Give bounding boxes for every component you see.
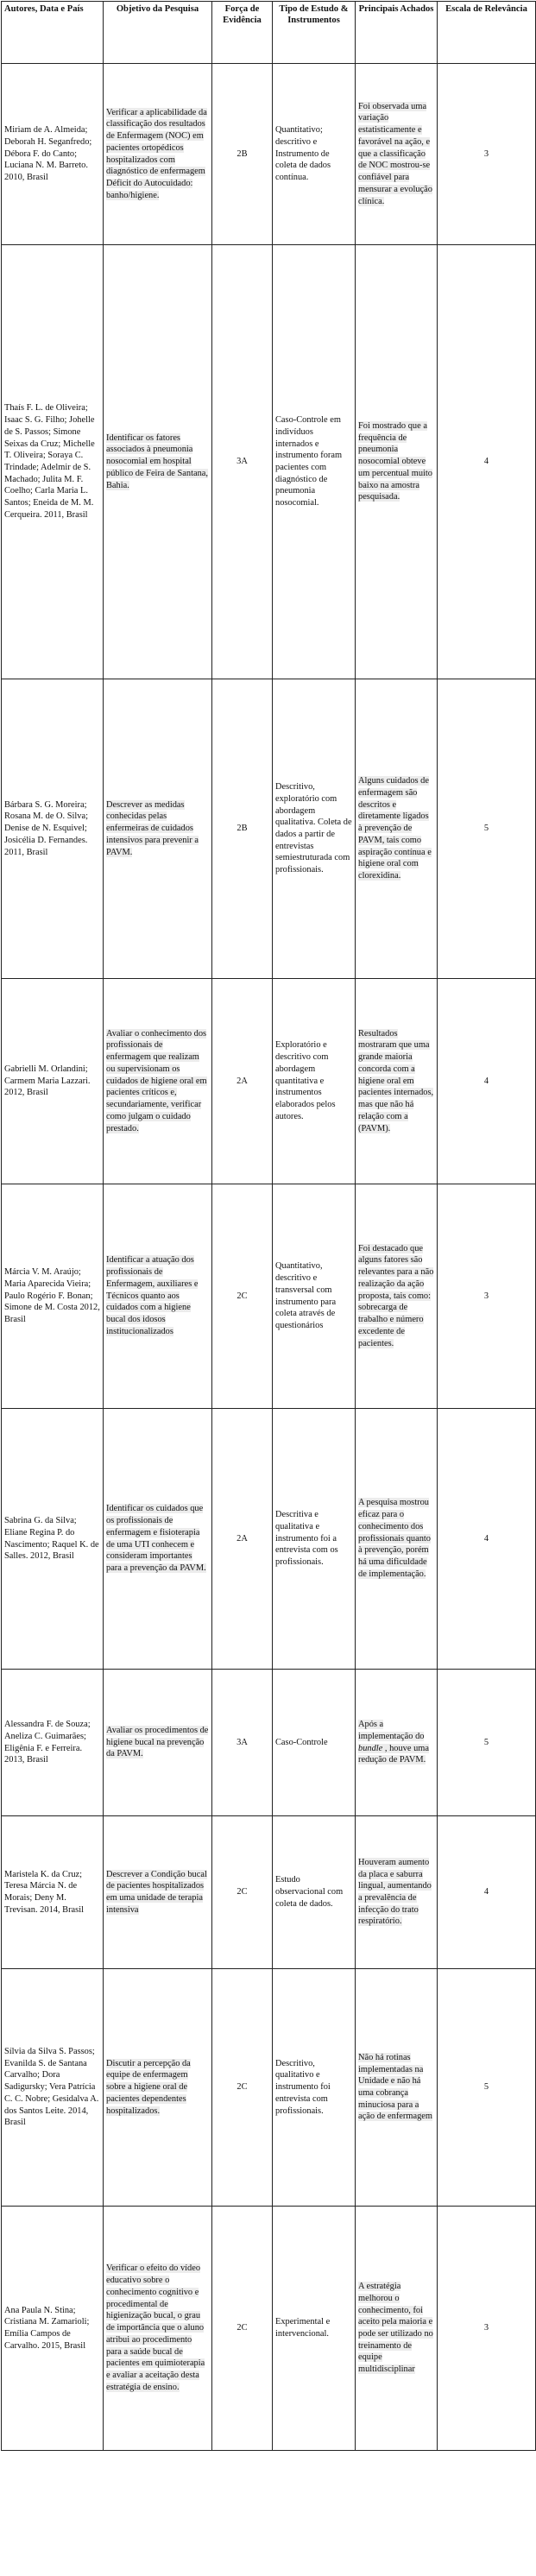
cell-escala: 4 [438,245,536,679]
cell-objetivo [104,1816,212,1969]
cell-forca: 2A [212,979,273,1184]
cell-tipo: Quantitativo, descritivo e transversal com instrumento para coleta através de questionários [273,1184,356,1409]
evidence-table [1,1,536,2451]
cell-tipo: Caso-Controle [273,1670,356,1816]
cell-autores: Gabrielli M. Orlandini; Carmem Maria Lazzari. 2012, Brasil [2,979,104,1184]
cell-escala: 5 [438,1670,536,1816]
cell-achados [356,1969,438,2207]
achados-pre: Após a implementação do [358,1720,425,1741]
cell-achados [356,1409,438,1670]
cell-achados [356,1670,438,1816]
cell-forca: 2C [212,1969,273,2207]
cell-autores: Alessandra F. de Souza; Aneliza C. Guimarães; Eligênia F. e Ferreira. 2013, Brasil [2,1670,104,1816]
cell-escala: 5 [438,679,536,979]
cell-objetivo [104,1969,212,2207]
objetivo-text: Avaliar o conhecimento dos profissionais de enfermagem que realizam ou supervisionam os cuidados de higiene oral em pacientes críticos e, secundariamente, verificar como julgam o cuidado prestado. [106,1028,207,1133]
cell-escala: 5 [438,1969,536,2207]
table-row [2,979,536,1184]
cell-escala: 3 [438,1184,536,1409]
header-tipo: Tipo de Estudo & Instrumentos [273,2,356,64]
achados-text: Foi mostrado que a frequência de pneumonia nosocomial obteve um percentual muito baixo na amostra pesquisada. [358,420,432,502]
cell-objetivo [104,1670,212,1816]
table-row [2,1184,536,1409]
header-objetivo: Objetivo da Pesquisa [104,2,212,64]
cell-objetivo [104,245,212,679]
cell-forca: 3A [212,245,273,679]
cell-escala: 4 [438,979,536,1184]
table-row [2,1816,536,1969]
cell-forca: 2C [212,1816,273,1969]
objetivo-text: Descrever as medidas conhecidas pelas enfermeiras de cuidados intensivos para prevenir a PAVM. [106,799,199,857]
cell-autores: Márcia V. M. Araújo; Maria Aparecida Vieira; Paulo Rogério F. Bonan; Simone de M. Costa 2012, Brasil [2,1184,104,1409]
objetivo-text: Identificar os cuidados que os profissionais de enfermagem e fisioterapia de uma UTI conhecem e consideram importantes para a prevenção da PAVM. [106,1504,206,1573]
header-forca: Força de Evidência [212,2,273,64]
cell-forca: 2C [212,2207,273,2451]
cell-objetivo [104,64,212,245]
cell-objetivo [104,1184,212,1409]
objetivo-text: Identificar os fatores associados à pneumonia nosocomial em hospital público de Feira de Santana, Bahia. [106,432,209,490]
cell-forca: 3A [212,1670,273,1816]
objetivo-text: Verificar a aplicabilidade da classificação dos resultados de Enfermagem (NOC) em pacientes ortopédicos hospitalizados com diagnóstico de enfermagem Déficit do Autocuidado: banho/higiene. [106,107,207,200]
header-escala: Escala de Relevância [438,2,536,64]
achados-text: Resultados mostraram que uma grande maioria concorda com a higiene oral em pacientes internados, mas que não há relação com a (PAVM). [358,1028,434,1133]
table-row [2,679,536,979]
achados-text: Foi observada uma variação estatisticamente e favorável na ação, e que a classificação de NOC mostrou-se confiável para mensurar a evolução clínica. [358,101,432,206]
cell-achados [356,2207,438,2451]
cell-achados [356,64,438,245]
cell-achados [356,1816,438,1969]
achados-text: Alguns cuidados de enfermagem são descritos e diretamente ligados à prevenção de PAVM, tais como aspiração contínua e higiene oral com clorexidina. [358,776,432,881]
cell-achados [356,679,438,979]
cell-tipo: Descritivo, exploratório com abordagem qualitativa. Coleta de dados a partir de entrevistas semiestruturada com profissionais. [273,679,356,979]
cell-tipo: Descritiva e qualitativa e instrumento foi a entrevista com os profissionais. [273,1409,356,1670]
cell-forca: 2C [212,1184,273,1409]
cell-tipo: Exploratório e descritivo com abordagem quantitativa e instrumentos elaborados pelos autores. [273,979,356,1184]
achados-text: Foi destacado que alguns fatores são relevantes para a não realização da ação proposta, tais como: sobrecarga de trabalho e número excedente de pacientes. [358,1243,434,1348]
cell-autores: Ana Paula N. Stina; Cristiana M. Zamarioli; Emília Campos de Carvalho. 2015, Brasil [2,2207,104,2451]
cell-autores: Sabrina G. da Silva; Eliane Regina P. do Nascimento; Raquel K. de Salles. 2012, Brasil [2,1409,104,1670]
achados-text [358,1720,429,1765]
objetivo-text: Verificar o efeito do vídeo educativo sobre o conhecimento cognitivo e procedimental de higienização bucal, o grau de importância que o aluno atribui ao procedimento para a saúde bucal de pacientes em quimioterapia e avaliar a aceitação desta estratégia de ensino. [106,2263,205,2392]
achados-text: A estratégia melhorou o conhecimento, foi aceito pela maioria e pode ser utilizado no treinamento de equipe multidisciplinar [358,2282,433,2375]
cell-autores: Maristela K. da Cruz; Teresa Márcia N. de Morais; Deny M. Trevisan. 2014, Brasil [2,1816,104,1969]
cell-objetivo [104,2207,212,2451]
table-row [2,245,536,679]
cell-tipo: Estudo observacional com coleta de dados. [273,1816,356,1969]
achados-text: A pesquisa mostrou eficaz para o conhecimento dos profissionais quanto à prevenção, porém há uma dificuldade de implementação. [358,1498,431,1579]
cell-achados [356,245,438,679]
cell-escala: 4 [438,1409,536,1670]
cell-tipo: Caso-Controle em indivíduos internados e instrumento foram pacientes com diagnóstico de pneumonia nosocomial. [273,245,356,679]
cell-forca: 2B [212,64,273,245]
cell-objetivo [104,679,212,979]
table-row [2,1670,536,1816]
table-row [2,64,536,245]
objetivo-text: Descrever a Condição bucal de pacientes hospitalizados em uma unidade de terapia intensiva [106,1869,207,1915]
objetivo-text: Identificar a atuação dos profissionais de Enfermagem, auxiliares e Técnicos quanto aos cuidados com a higiene bucal dos idosos institucionalizados [106,1255,199,1336]
header-autores: Autores, Data e País [2,2,104,64]
cell-tipo: Experimental e intervencional. [273,2207,356,2451]
achados-post: , houve uma redução de PAVM. [358,1743,429,1765]
table-row [2,1409,536,1670]
cell-achados [356,1184,438,1409]
cell-achados [356,979,438,1184]
achados-text: Houveram aumento da placa e saburra lingual, aumentando a prevalência de infecção do trato respiratório. [358,1857,432,1927]
achados-emphasis: bundle [358,1743,383,1753]
cell-escala: 3 [438,2207,536,2451]
cell-autores: Sílvia da Silva S. Passos; Evanilda S. de Santana Carvalho; Dora Sadigursky; Vera Patrícia C. C. Nobre; Gesidalva A. dos Santos Leite. 2014, Brasil [2,1969,104,2207]
table-header-row [2,2,536,64]
cell-autores: Thaís F. L. de Oliveira; Isaac S. G. Filho; Johelle de S. Passos; Simone Seixas da Cruz; Michelle T. Oliveira; Soraya C. Trindade; Adelmir de S. Machado; Julita M. F. Coelho; Carla Maria L. Santos; Eneida de M. M. Cerqueira. 2011, Brasil [2,245,104,679]
cell-escala: 4 [438,1816,536,1969]
cell-escala: 3 [438,64,536,245]
cell-autores: Miriam de A. Almeida; Deborah H. Seganfredo; Débora F. do Canto; Luciana N. M. Barreto. 2010, Brasil [2,64,104,245]
cell-objetivo [104,1409,212,1670]
table-row [2,2207,536,2451]
header-achados: Principais Achados [356,2,438,64]
cell-tipo: Descritivo, qualitativo e instrumento foi entrevista com profissionais. [273,1969,356,2207]
table-row [2,1969,536,2207]
cell-objetivo [104,979,212,1184]
cell-forca: 2A [212,1409,273,1670]
cell-forca: 2B [212,679,273,979]
objetivo-text: Avaliar os procedimentos de higiene bucal na prevenção da PAVM. [106,1725,209,1759]
objetivo-text: Discutir a percepção da equipe de enfermagem sobre a higiene oral de pacientes dependentes hospitalizados. [106,2058,191,2116]
cell-tipo: Quantitativo; descritivo e Instrumento de coleta de dados contínua. [273,64,356,245]
achados-text: Não há rotinas implementadas na Unidade e não há uma cobrança minuciosa para a ação de enfermagem [358,2052,432,2122]
cell-autores: Bárbara S. G. Moreira; Rosana M. de O. Silva; Denise de N. Esquivel; Josicélia D. Fernandes. 2011, Brasil [2,679,104,979]
